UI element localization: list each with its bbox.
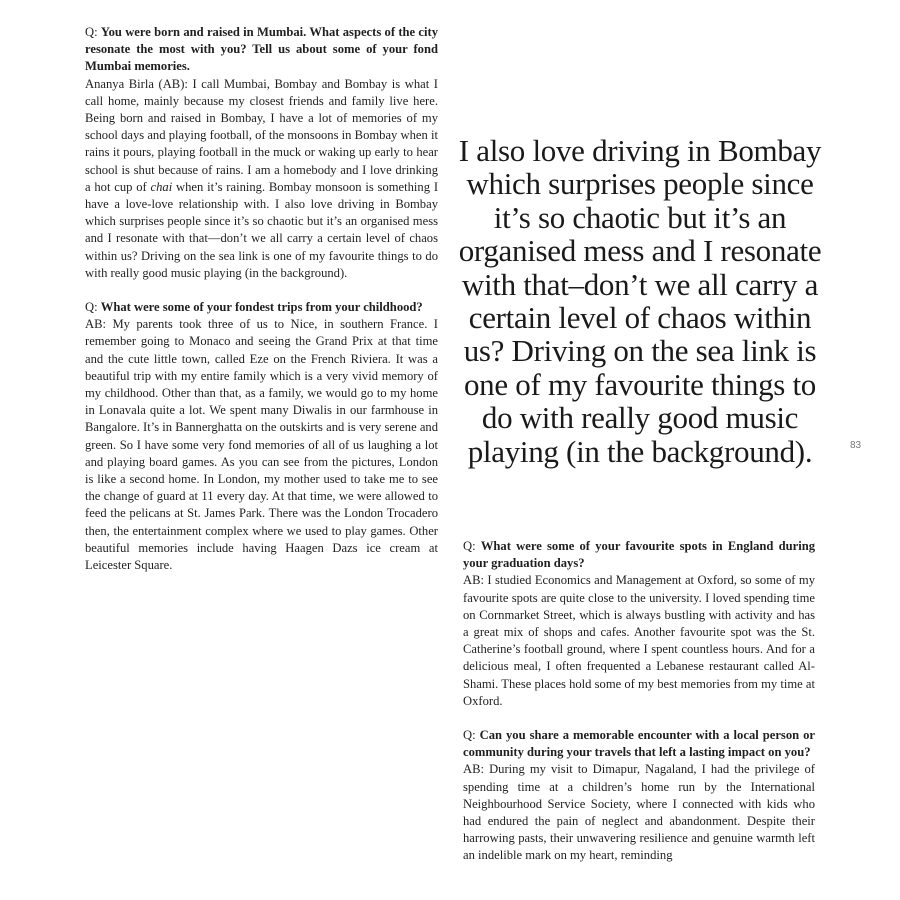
answer-mumbai bbox=[85, 76, 438, 282]
answer-england-spots: AB: I studied Economics and Management at Oxford, so some of my favourite spots are quite close to the university. I loved spending time on Cornmarket Street, which is always bustling with activity and has a great mix of shops and cafes. Another favourite spot was the St. Catherine’s football ground, where I spent countless hours. And for a delicious meal, I often frequented a Lebanese restaurant called Al-Shami. These places hold some of my best memories from my time at Oxford. bbox=[463, 573, 815, 708]
question-mumbai bbox=[85, 24, 438, 76]
right-column bbox=[463, 538, 815, 882]
question-childhood-trips bbox=[85, 299, 438, 316]
qa-mumbai bbox=[85, 24, 438, 282]
question-text: What were some of your favourite spots in England during your graduation days? bbox=[463, 539, 815, 571]
question-label: Q: bbox=[85, 300, 98, 315]
page-number: 83 bbox=[850, 440, 862, 451]
qa-memorable-encounter bbox=[463, 727, 815, 865]
answer-text-part2: when it’s raining. Bombay monsoon is something I have a love-love relationship with. I also love driving in Bombay which surprises people since it’s so chaotic but it’s an organised mess and I resonate with that—don’t we all carry a certain level of chaos within us? Driving on the sea link is one of my favourite things to do with really good music playing (in the background). bbox=[85, 179, 439, 280]
question-label: Q: bbox=[463, 728, 476, 743]
question-england-spots bbox=[463, 538, 815, 572]
question-label: Q: bbox=[463, 539, 476, 553]
question-label: Q: bbox=[85, 25, 98, 39]
qa-childhood-trips bbox=[85, 299, 438, 574]
question-text: You were born and raised in Mumbai. What aspects of the city resonate the most with you? Tell us about some of your fond Mumbai memories. bbox=[85, 25, 438, 74]
answer-memorable-encounter: AB: During my visit to Dimapur, Nagaland, I had the privilege of spending time at a children’s home run by the International Neighbourhood Service Society, where I connected with kids who had endured the pain of neglect and abandonment. Despite their harrowing pasts, their unwavering resilience and genuine warmth left an indelible mark on my heart, reminding bbox=[463, 762, 815, 863]
question-text: What were some of your fondest trips from your childhood? bbox=[100, 300, 423, 315]
qa-england-spots bbox=[463, 538, 815, 710]
answer-italic-word: chai bbox=[150, 179, 173, 194]
question-memorable-encounter bbox=[463, 727, 815, 761]
question-text: Can you share a memorable encounter with a local person or community during your travels that left a lasting impact on you? bbox=[463, 728, 815, 760]
answer-childhood-trips: AB: My parents took three of us to Nice, in southern France. I remember going to Monaco and seeing the Grand Prix at that time and the cute little town, called Eze on the French Riviera. It was a beautiful trip with my entire family which is a very vivid memory of my childhood. Other than that, as a family, we would go to my home in Lonavala quite a lot. We spent many Diwalis in our farmhouse in Bangalore. It’s in Bannerghatta on the outskirts and is very serene and green. So I have some very fond memories of all of us laughing a lot and playing board games. As you can see from the pictures, London is like a second home. In London, my mother used to take me to see the change of guard at 11 every day. At that time, we were allowed to feed the pelicans at St. James Park. There was the London Trocadero then, the entertainment complex where we used to play games. Other beautiful memories include having Haagen Dazs ice cream at Leicester Square. bbox=[85, 317, 438, 573]
left-column bbox=[85, 24, 438, 591]
answer-text-part1: Ananya Birla (AB): I call Mumbai, Bombay and Bombay is what I call home, mainly because my closest friends and family live here. Being born and raised in Bombay, I have a lot of memories of my school days and playing football, of the monsoons in Bombay when it rains it pours, playing football in the muck or waking up early to hear school is shut because of rains. I am a homebody and I love drinking a hot cup of bbox=[85, 76, 438, 194]
pull-quote: I also love driving in Bombay which surprises people since it’s so chaotic but it’s an organised mess and I resonate with that–don’t we all carry a certain level of chaos within us? Driving on the sea link is one of my favourite things to do with really good music playing (in the background). bbox=[458, 133, 822, 469]
